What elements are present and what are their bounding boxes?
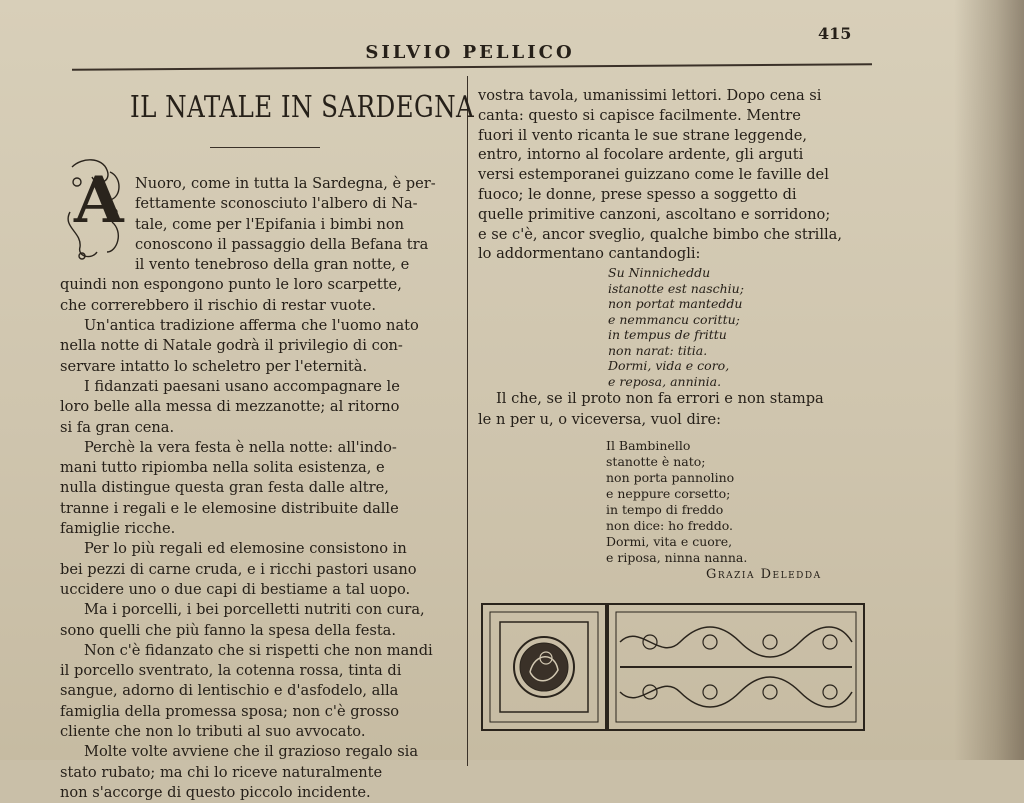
translation-intro [478,388,863,430]
body-line: famiglia della promessa sposa; non c'è grosso [60,702,400,720]
svg-text:A: A [74,163,124,238]
body-line: Non c'è fidanzato che si rispetti che non mandi [84,641,433,659]
body-line: Il che, se il proto non fa errori e non stampa [496,390,824,407]
verse-line: in tempus de frittu [608,327,727,342]
body-line: fuoco; le donne, prese spesso a soggetto di [478,185,797,203]
verse-line: istanotte est naschiu; [608,280,744,296]
right-column-text [478,86,863,264]
body-line: Nuoro, come in tutta la Sardegna, è per- [135,175,436,192]
paragraph [60,600,460,641]
body-line: e se c'è, ancor sveglio, qualche bimbo che strilla, [478,225,843,243]
paragraph [60,316,460,377]
body-line: uccidere uno o due capi di bestiame a tal uopo. [60,580,411,598]
page-number: 415 [818,24,852,43]
body-line: vostra tavola, umanissimi lettori. Dopo cena si [478,87,822,104]
verse-line: e reposa, anninia. [608,373,722,389]
verse-line: non narat: titia. [608,342,708,358]
verse-line: Dormi, vida e coro, [608,358,730,373]
title-rule [210,147,320,148]
verse-line: non porta pannolino [606,470,735,485]
article-title: IL NATALE IN SARDEGNA [130,90,475,125]
body-line: entro, intorno al focolare ardente, gli arguti [478,146,804,164]
body-line: loro belle alla messa di mezzanotte; al ritorno [60,398,400,416]
verse-line: Su Ninnicheddu [608,265,711,280]
body-line: canta: questo si capisce facilmente. Mentre [478,106,801,124]
sardinian-lullaby [608,265,808,389]
body-line: tale, come per l'Epifania i bimbi non [135,215,405,233]
paragraph [60,641,460,742]
paragraph [60,438,460,539]
body-line: non s'accorge di questo piccolo incidente. [60,783,371,801]
paragraph [60,539,460,600]
body-line: servare intatto lo scheletro per l'eternità. [60,357,368,375]
paragraphs [60,316,460,803]
body-line: versi estemporanei guizzano come le faville del [478,166,829,184]
verse-line: Dormi, vita e cuore, [606,534,733,549]
verse-line: e nemmancu corittu; [608,311,740,327]
body-line: Ma i porcelli, i bei porcelletti nutriti con cura, [84,601,425,619]
italian-lullaby [606,438,826,566]
body-line: stato rubato; ma chi lo riceve naturalmente [60,763,383,781]
body-line: le n per u, o viceversa, vuol dire: [478,411,721,428]
body-line: conoscono il passaggio della Befana tra [135,235,429,253]
body-line: Molte volte avviene che il grazioso regalo sia [84,743,419,761]
binding-shadow [954,0,1024,760]
body-line: il vento tenebroso della gran notte, e [135,256,410,274]
verse-line: e riposa, ninna nanna. [606,550,748,565]
verse-line: e neppure corsetto; [606,486,731,501]
body-line: si fa gran cena. [60,418,175,436]
body-line: mani tutto ripiomba nella solita esistenza, e [60,459,385,477]
body-line: nulla distingue questa gran festa dalle altre, [60,479,389,497]
body-line: bei pezzi di carne cruda, e i ricchi pastori usano [60,560,417,578]
verse-line: Il Bambinello [606,438,691,453]
paragraph [60,742,460,803]
column-divider [467,76,468,766]
body-line: I fidanzati paesani usano accompagnare le [84,377,400,395]
body-line: che correrebbero il rischio di restar vuote. [60,296,377,314]
running-title: SILVIO PELLICO [365,42,575,63]
author-signature: Grazia Deledda [706,567,822,582]
body-line: sono quelli che più fanno la spesa della festa. [60,621,397,639]
decorative-ornament [480,602,866,732]
body-line: fettamente sconosciuto l'albero di Na- [135,195,418,213]
body-line: Un'antica tradizione afferma che l'uomo nato [84,317,419,335]
verse-line: in tempo di freddo [606,502,724,517]
body-line: famiglie ricche. [60,520,176,538]
body-line: il porcello sventrato, la cotenna rossa, tinta di [60,662,402,680]
body-line: quelle primitive canzoni, ascoltano e sorridono; [478,205,831,223]
verse-line: non portat manteddu [608,296,743,311]
paragraph [60,377,460,438]
left-body-text [60,174,460,803]
verse-line: non dice: ho freddo. [606,518,734,533]
header-rule [72,63,872,71]
body-line: quindi non espongono punto le loro scarpette, [60,276,402,294]
body-line: Per lo più regali ed elemosine consistono in [84,540,407,558]
body-line: Perchè la vera festa è nella notte: all'indo- [84,438,397,456]
body-line: lo addormentano cantandogli: [478,245,701,263]
body-line: nella notte di Natale godrà il privilegio di con- [60,337,403,355]
verse-line: stanotte è nato; [606,454,706,469]
body-line: sangue, adorno di lentischio e d'asfodelo, alla [60,682,399,700]
body-line: fuori il vento ricanta le sue strane leggende, [478,126,807,144]
body-line: tranne i regali e le elemosine distribuite dalle [60,499,399,517]
body-line: cliente che non lo tributi al suo avvocato. [60,723,366,741]
first-paragraph [60,174,460,316]
